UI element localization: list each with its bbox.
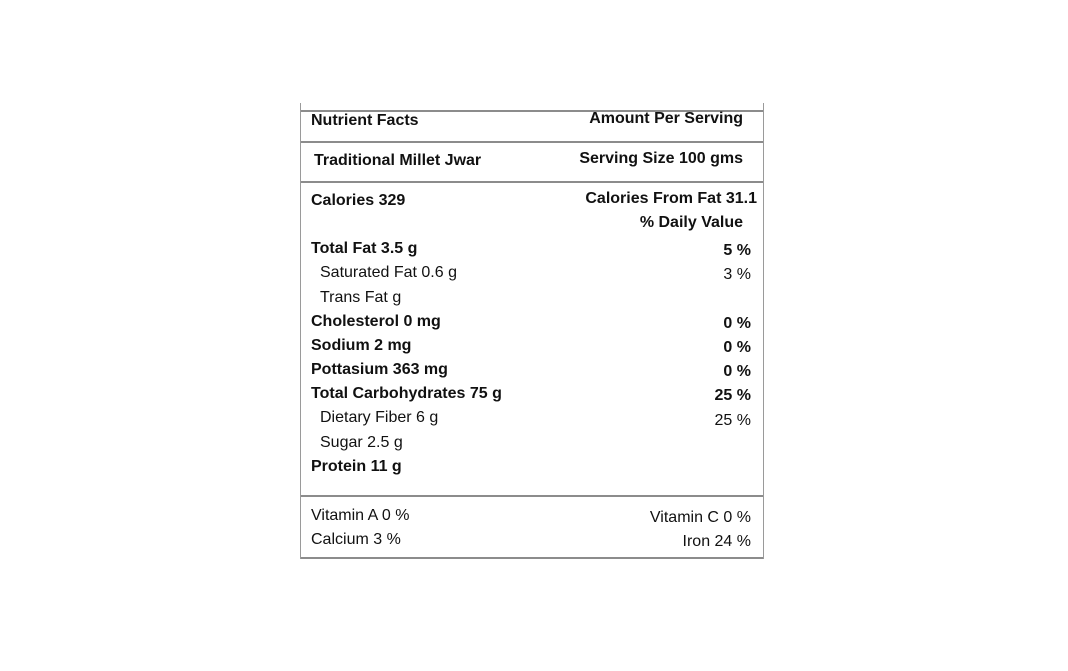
nutrition-facts-label (300, 103, 764, 559)
vitamin-a: Vitamin A 0 % (311, 507, 410, 524)
product-rule (301, 181, 763, 183)
nutrient-label-sugar: Sugar 2.5 g (320, 434, 403, 451)
calories-from-fat: Calories From Fat 31.1 (585, 190, 757, 207)
nutrient-label-cholesterol: Cholesterol 0 mg (311, 313, 441, 330)
nutrient-label-trans-fat: Trans Fat g (320, 289, 402, 306)
nutrient-label-dietary-fiber: Dietary Fiber 6 g (320, 409, 439, 426)
nutrient-dv-total-fat: 5 % (723, 242, 751, 259)
nutrient-label-sodium: Sodium 2 mg (311, 337, 412, 354)
nutrient-label-protein: Protein 11 g (311, 458, 402, 475)
calcium: Calcium 3 % (311, 531, 401, 548)
nutrient-dv-cholesterol: 0 % (723, 315, 751, 332)
nutrient-dv-potassium: 0 % (723, 363, 751, 380)
calories: Calories 329 (311, 192, 406, 209)
nutrient-dv-dietary-fiber: 25 % (714, 412, 751, 429)
vitamin-c: Vitamin C 0 % (649, 509, 751, 526)
header-title: Nutrient Facts (311, 112, 419, 129)
product-name: Traditional Millet Jwar (314, 152, 482, 169)
nutrient-label-total-carbohydrates: Total Carbohydrates 75 g (311, 385, 502, 402)
vitamins-rule (301, 495, 763, 497)
nutrient-label-potassium: Pottasium 363 mg (311, 361, 448, 378)
amount-per-serving: Amount Per Serving (589, 110, 743, 127)
nutrient-dv-sodium: 0 % (723, 339, 751, 356)
bottom-rule (301, 557, 763, 559)
nutrient-label-saturated-fat: Saturated Fat 0.6 g (320, 264, 457, 281)
serving-size: Serving Size 100 gms (579, 150, 743, 167)
header-rule (301, 141, 763, 143)
iron: Iron 24 % (682, 533, 751, 550)
nutrient-dv-total-carbohydrates: 25 % (714, 387, 751, 404)
nutrient-dv-saturated-fat: 3 % (723, 266, 751, 283)
daily-value-heading: % Daily Value (639, 214, 743, 231)
nutrient-label-total-fat: Total Fat 3.5 g (311, 240, 418, 257)
